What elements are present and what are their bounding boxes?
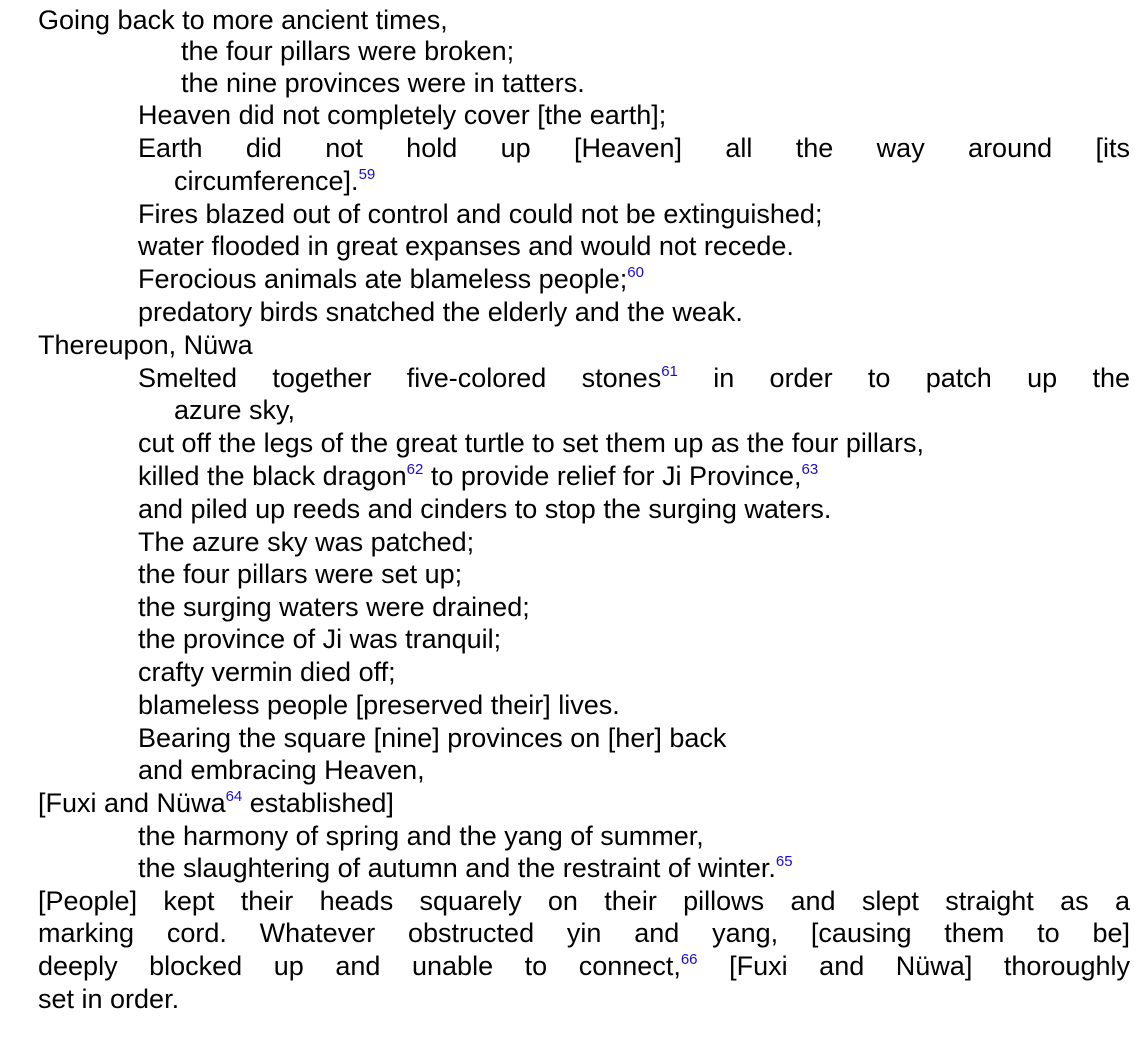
text-line: set in order. [38,984,180,1014]
footnote-marker[interactable]: 62 [406,461,424,478]
footnote-marker[interactable]: 66 [680,951,698,968]
footnote-marker[interactable]: 61 [661,363,678,380]
footnote-marker[interactable]: 59 [358,166,376,183]
text-line: killed the black dragon$^{62}$ to provide relief for Ji Province,$^{63}$ [138,461,819,491]
text-line: Fires blazed out of control and could not be extinguished; [138,199,823,229]
text-line: [Fuxi and Nüwa$^{64}$ established] [38,788,394,818]
text-line: Ferocious animals ate blameless people;$^{60}$ [138,264,644,294]
text-line: Smelted together five-colored stones$^{61}$ in order to patch up the [138,363,1130,393]
text-line: the nine provinces were in tatters. [181,68,585,98]
text-line: blameless people [preserved their] lives. [138,690,620,720]
footnote-marker[interactable]: 63 [801,461,819,478]
text-line: the province of Ji was tranquil; [138,624,502,654]
text-line: cut off the legs of the great turtle to set them up as the four pillars, [138,428,924,458]
text-line: the harmony of spring and the yang of summer, [138,821,704,851]
text-line: crafty vermin died off; [138,657,396,687]
text-line: marking cord. Whatever obstructed yin and yang, [causing them to be] [38,918,1130,948]
footnote-marker[interactable]: 60 [627,264,644,281]
text-line: water flooded in great expanses and would not recede. [138,231,794,261]
text-line: the surging waters were drained; [138,592,530,622]
text-line: predatory birds snatched the elderly and the weak. [138,297,743,327]
text-line: Heaven did not completely cover [the earth]; [138,100,667,130]
text-line: the four pillars were broken; [181,36,515,66]
text-line: Earth did not hold up [Heaven] all the way around [its [138,133,1130,163]
text-line: the slaughtering of autumn and the restraint of winter.$^{65}$ [138,853,793,883]
text-line: Going back to more ancient times, [38,5,448,35]
footnote-marker[interactable]: 65 [775,853,793,870]
text-line: and piled up reeds and cinders to stop the surging waters. [138,494,832,524]
text-line: azure sky, [174,395,296,425]
text-line: deeply blocked up and unable to connect,$^{66}$ [Fuxi and Nüwa] thoroughly [38,951,1130,981]
text-line: the four pillars were set up; [138,559,463,589]
footnote-marker[interactable]: 64 [225,788,243,805]
text-line: [People] kept their heads squarely on their pillows and slept straight as a [38,886,1130,916]
text-line: Bearing the square [nine] provinces on [her] back [138,723,727,753]
text-line: circumference].$^{59}$ [174,166,376,196]
text-line: The azure sky was patched; [138,527,475,557]
text-line: Thereupon, Nüwa [38,330,253,360]
text-line: and embracing Heaven, [138,755,425,785]
